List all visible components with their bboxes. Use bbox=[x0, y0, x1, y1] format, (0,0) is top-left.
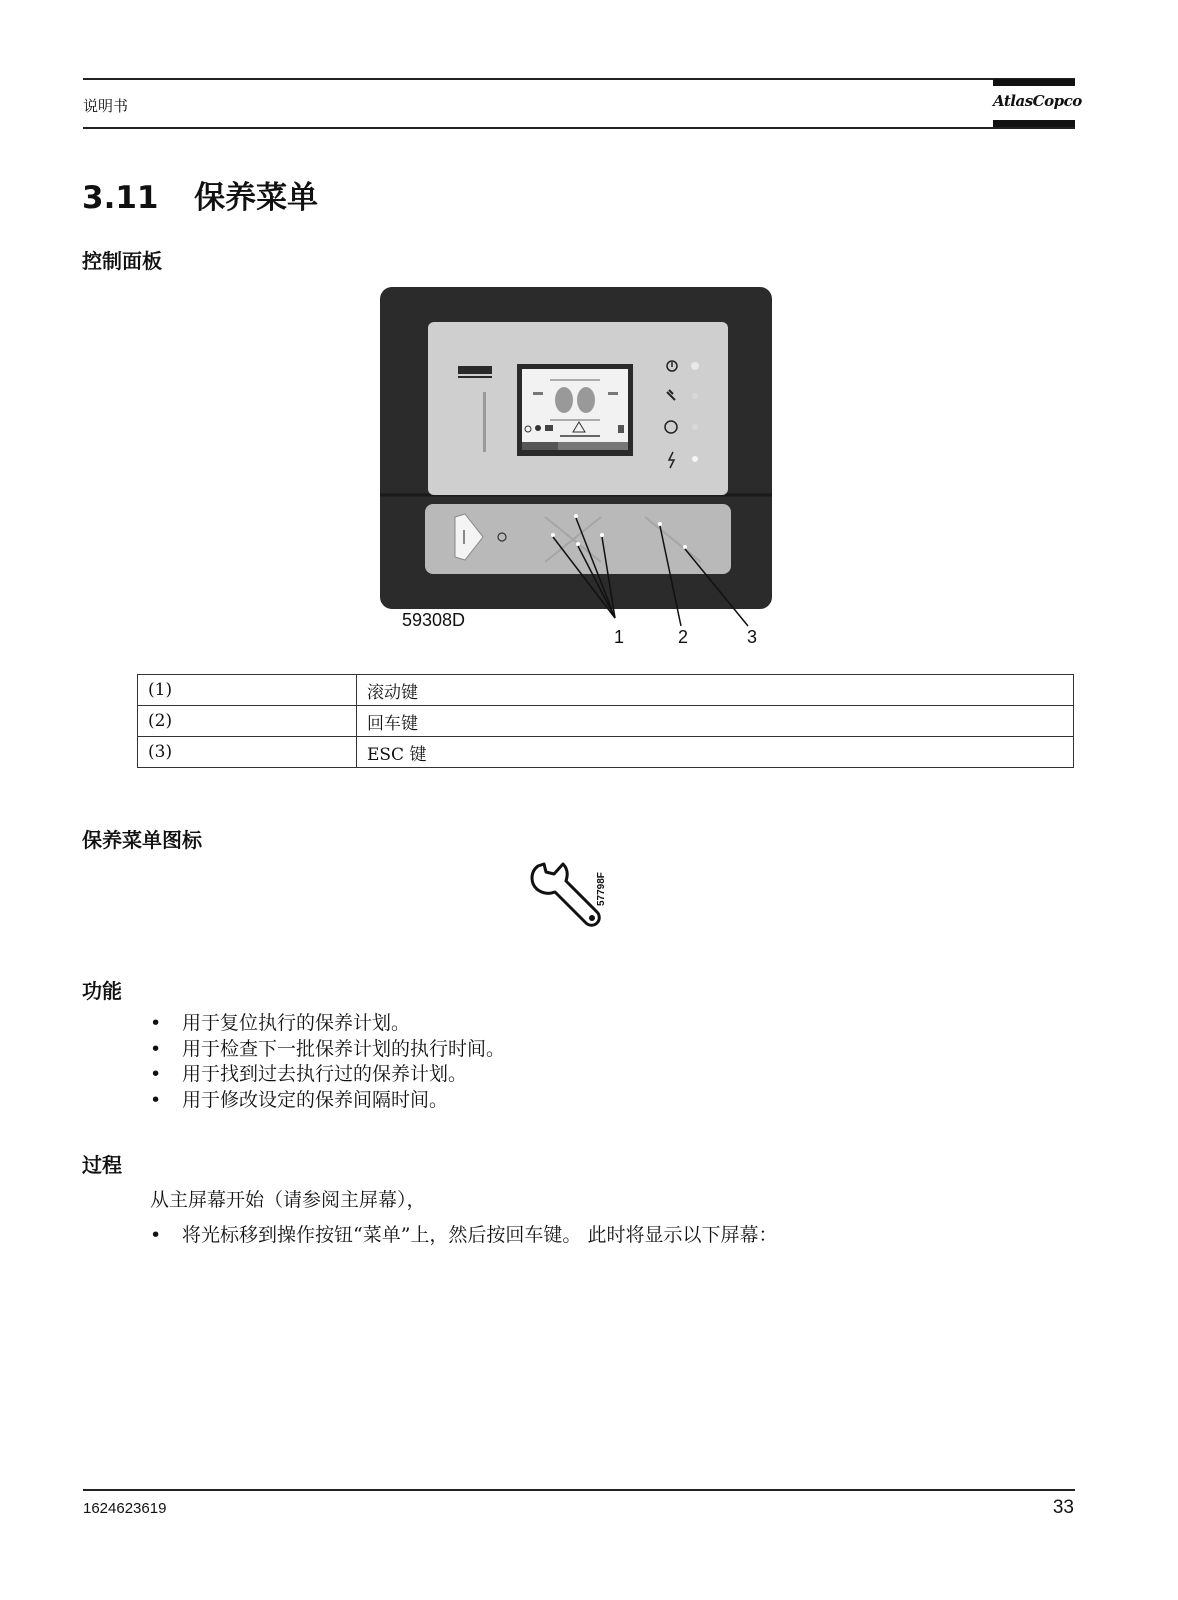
header-label: 说明书 bbox=[83, 97, 129, 115]
function-heading: 功能 bbox=[82, 979, 122, 1003]
function-list bbox=[150, 1011, 505, 1113]
callout-3: 3 bbox=[747, 627, 758, 647]
footer-rule bbox=[83, 1489, 1075, 1491]
section-title bbox=[82, 172, 318, 217]
table-row bbox=[138, 706, 1074, 737]
key-description: 滚动键 bbox=[357, 675, 1074, 706]
control-panel-figure-code: 59308D bbox=[402, 610, 466, 630]
control-panel-figure bbox=[375, 282, 785, 652]
logo-text: AtlasCopco bbox=[993, 92, 1082, 110]
callout-2: 2 bbox=[678, 627, 689, 647]
wrench-icon bbox=[528, 862, 612, 936]
header-top-rule bbox=[83, 78, 1075, 80]
key-number: (2) bbox=[138, 706, 357, 737]
section-title-text: 保养菜单 bbox=[194, 180, 319, 216]
list-item: • 用于找到过去执行过的保养计划。 bbox=[150, 1062, 505, 1088]
header-bottom-rule bbox=[83, 127, 1075, 129]
page-number: 33 bbox=[1052, 1497, 1074, 1518]
section-number: 3.11 bbox=[82, 180, 159, 216]
list-item: • 用于检查下一批保养计划的执行时间。 bbox=[150, 1037, 505, 1063]
procedure-steps bbox=[150, 1223, 777, 1249]
key-number: (1) bbox=[138, 675, 357, 706]
table-row bbox=[138, 737, 1074, 768]
atlas-copco-logo bbox=[993, 79, 1082, 127]
key-description: 回车键 bbox=[357, 706, 1074, 737]
control-panel-heading: 控制面板 bbox=[82, 249, 162, 273]
key-description: ESC 键 bbox=[357, 737, 1074, 768]
procedure-intro: 从主屏幕开始（请参阅主屏幕）， bbox=[150, 1189, 426, 1211]
menu-icon-figure-code: 57798F bbox=[596, 872, 607, 906]
doc-number: 1624623619 bbox=[83, 1500, 167, 1517]
procedure-heading: 过程 bbox=[82, 1153, 122, 1177]
menu-icon-heading: 保养菜单图标 bbox=[82, 828, 202, 852]
keys-table bbox=[137, 674, 1074, 768]
list-item: • 将光标移到操作按钮“菜单”上，然后按回车键。 此时将显示以下屏幕： bbox=[150, 1223, 777, 1249]
callout-1: 1 bbox=[614, 627, 625, 647]
list-item: • 用于复位执行的保养计划。 bbox=[150, 1011, 505, 1037]
table-row bbox=[138, 675, 1074, 706]
list-item: • 用于修改设定的保养间隔时间。 bbox=[150, 1088, 505, 1114]
key-number: (3) bbox=[138, 737, 357, 768]
